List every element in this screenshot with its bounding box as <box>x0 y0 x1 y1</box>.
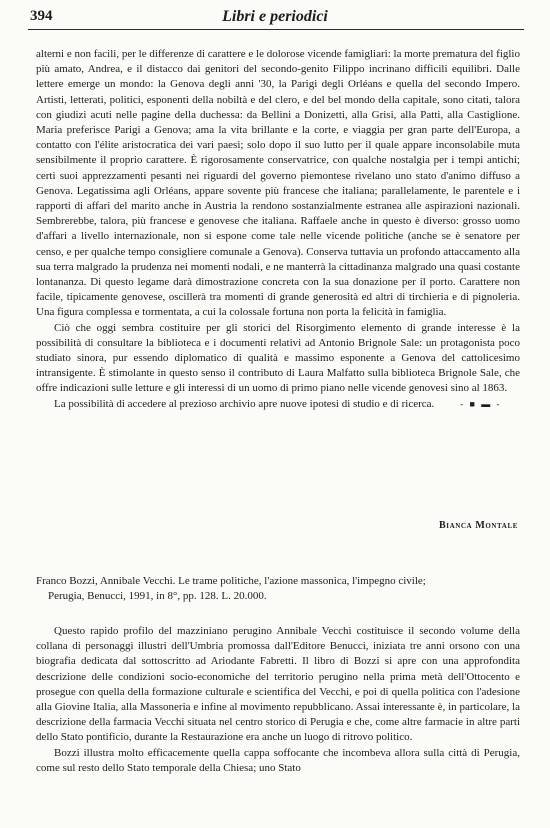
page-number: 394 <box>30 8 53 24</box>
section-ornament: - ■ ▬ - <box>460 398 502 409</box>
review-one-body <box>36 47 520 412</box>
review-one-paragraph-2: Ciò che oggi sembra costituire per gli storici del Risorgimento elemento di grande interesse è la possibilità di consultare la biblioteca e i documenti relativi ad Antonio Brignole Sale: un protagonista poco studiato sinora, pur essendo diplomatico di qualità e massimo esponente a Genova del cattolicesimo intransigente. È stimolante in questo senso il contributo di Laura Malfatto sulla biblioteca Brignole Sale, che offre indicazioni sulle letture e gli interessi di un uomo di primo piano nelle vicende genovesi sino al 1863. <box>36 321 520 395</box>
review-one-paragraph-3 <box>36 397 520 412</box>
review-one-paragraph-1: alterni e non facili, per le differenze di carattere e le dolorose vicende famigliari: la morte prematura del figlio più amato, Andrea, e il distacco dai genitori del secondo-genito Filippo incrinano difficili equilibri. Dalle lettere emerge un mondo: la Genova degli anni '30, la Parigi degli Orléans e quella del secondo Impero. Artisti, letterati, politici, esponenti della nobiltà e del clero, e del bel mondo della capitale, sono citati, talora con giudizi acuti nelle pagine della duchessa: da Bellini a Donizetti, alla Grisi, alla Patti, alla Castiglione. Maria preferisce Parigi a Genova; ama la vita brillante e la corte, e viaggia per gran parte dell'Europa, a contatto con l'élite aristocratica dei vari paesi; solo dopo il suo lutto per il quale appare inconsolabile muta sensibilmente il proprio carattere. È rigorosamente conservatrice, con qualche nostalgia per i tempi antichi; certi suoi apprezzamenti pesanti nei riguardi del governo piemontese rivelano uno stato d'animo diffuso a Genova. Legatissima agli Orléans, appare sovente più francese che italiana; parallelamente, le parentele e i rapporti di affari del marito anche in Austria la rendono sostanzialmente estranea alle aspirazioni nazionali. Sembrerebbe, talora, più francese e genovese che italiana. Raffaele anche in questo è diverso: grosso uomo d'affari a livello internazionale, non si espone come tale nelle vicende politiche (anche se è senatore per censo, e per qualche tempo consigliere comunale a Genova). Conserva tuttavia un profondo attaccamento alla sua terra malgrado la prudenza nei momenti nodali, e ne manterrà la cittadinanza malgrado una quasi costante lontananza. Di questo legame darà dimostrazione concreta con la sua donazione per il porto. Carattere non facile, tipicamente genovese, oscillerà tra momenti di grande generosità ed altri di tirchieria e di pignoleria. Una figura complessa e tormentata, a cui la colossale fortuna non porta la felicità in famiglia. <box>36 48 520 319</box>
reviewer-signature: Bianca Montale <box>439 520 518 531</box>
review-two-body <box>36 624 520 776</box>
header-rule <box>28 29 524 30</box>
bibliographic-entry <box>36 574 526 604</box>
running-title: Libri e periodici <box>222 8 328 25</box>
review-two-paragraph-2: Bozzi illustra molto efficacemente quella cappa soffocante che incombeva allora sulla città di Perugia, come sul resto dello Stato temporale della Chiesa; uno Stato <box>36 746 520 774</box>
bibliographic-entry-line-2: Perugia, Benucci, 1991, in 8°, pp. 128. L. 20.000. <box>48 590 267 603</box>
bibliographic-entry-line-1: Franco Bozzi, Annibale Vecchi. Le trame politiche, l'azione massonica, l'impegno civile; <box>36 575 426 587</box>
review-one-paragraph-3-text: La possibilità di accedere al prezioso archivio apre nuove ipotesi di studio e di ricerca. <box>54 397 435 410</box>
review-two-paragraph-1: Questo rapido profilo del mazziniano perugino Annibale Vecchi costituisce il secondo volume della collana di personaggi illustri dell'Umbria promossa dall'Editore Benucci, iniziata tre anni orsono con una biografia dedicata dal sottoscritto ad Ariodante Fabretti. Il libro di Bozzi si apre con una approfondita descrizione delle condizioni socio-economiche del territorio perugino nella prima metà dell'Ottocento e prosegue con quella della formazione culturale e scientifica del Vecchi, e poi di quella politica con l'adesione alla Giovine Italia, alla Massoneria e infine al movimento repubblicano. Assai interessante è, in particolare, la descrizione della farmacia Vecchi situata nel centro storico di Perugia e che, come altre farmacie in altre parti dello Stato pontificio, durante la Restaurazione era anche un luogo di ritrovo politico. <box>36 625 520 744</box>
